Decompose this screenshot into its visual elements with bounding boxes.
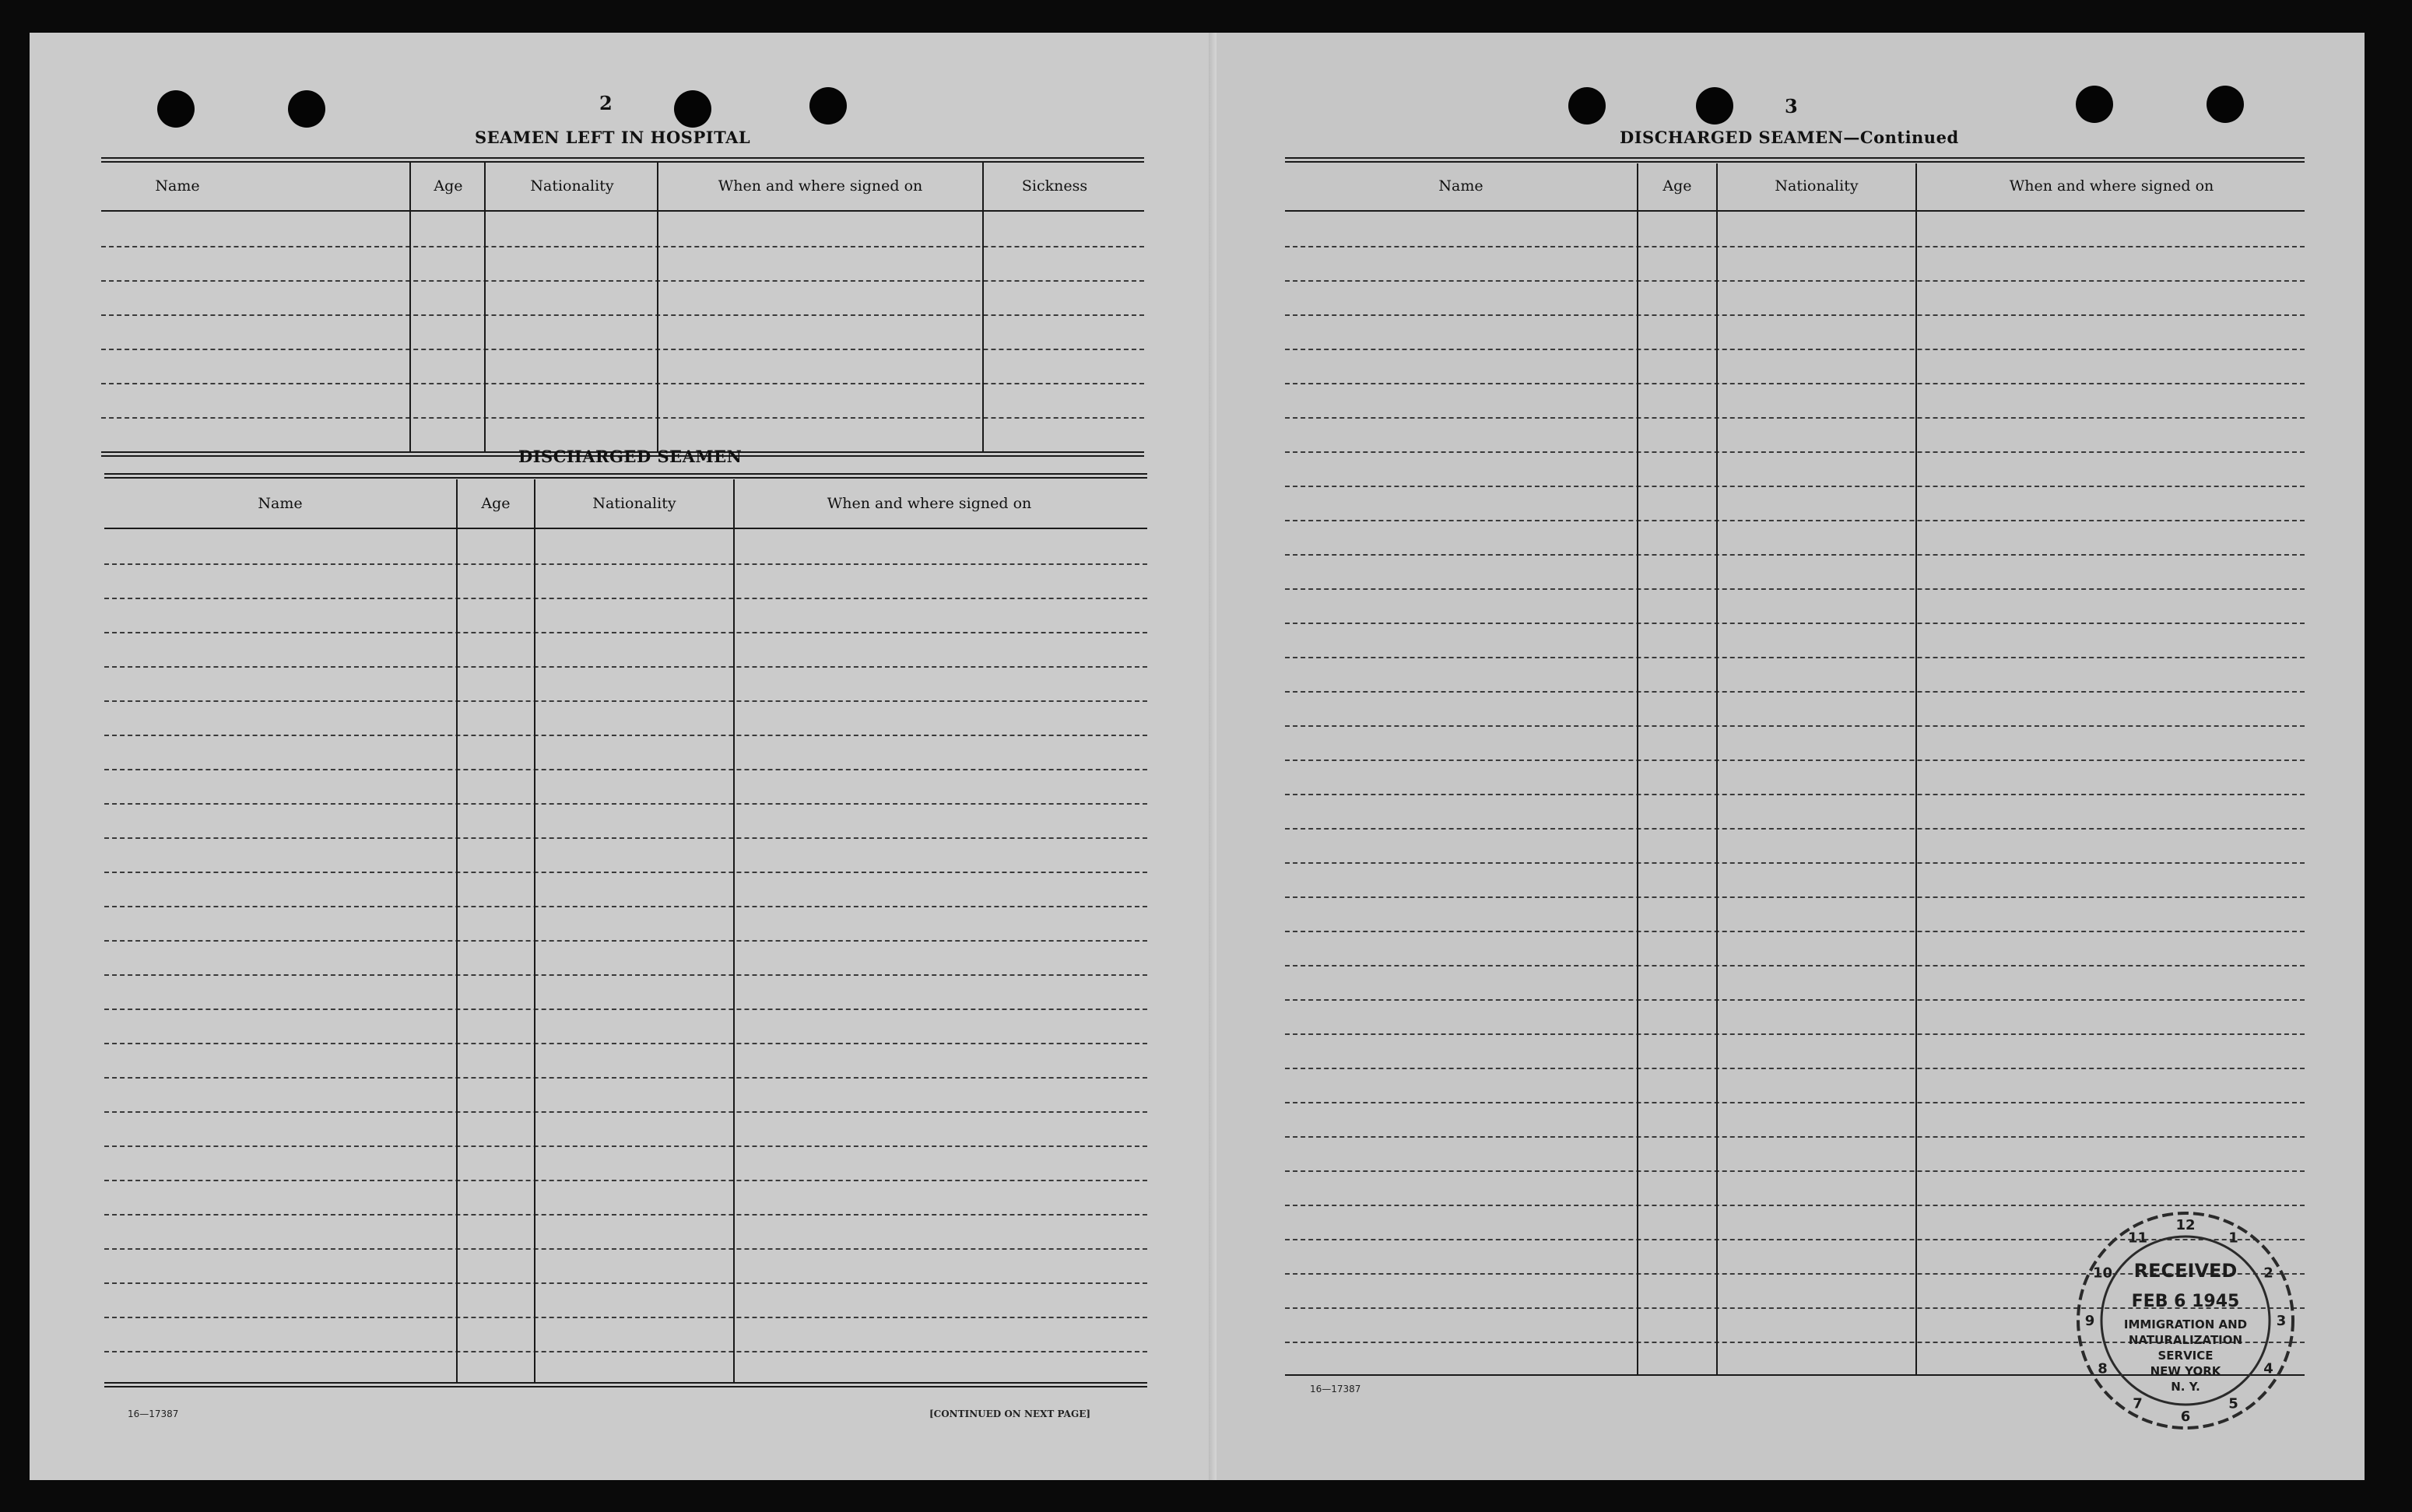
row-line [1285,828,2305,830]
row-line [104,1180,1147,1181]
row-line [104,1077,1147,1079]
row-line [104,906,1147,907]
col-header-name: Name [155,177,200,195]
row-line [1285,1102,2305,1103]
row-line [1285,280,2305,282]
stamp-ring-number: 6 [2180,1409,2191,1425]
row-line [104,1043,1147,1044]
row-line [1285,1136,2305,1138]
row-line [1285,554,2305,556]
row-line [104,666,1147,668]
header-rule [104,528,1147,529]
page-number: 3 [1785,95,1798,118]
col-header-sickness: Sickness [1021,177,1088,195]
col-header-nationality: Nationality [1775,177,1859,195]
col-divider [1716,163,1718,1374]
punch-hole [1568,87,1606,125]
col-header-age: Age [1662,177,1692,195]
row-line [1285,383,2305,384]
row-line [1285,314,2305,316]
row-line [104,1351,1147,1352]
header-rule [1285,210,2305,212]
continued-note: [CONTINUED ON NEXT PAGE] [929,1409,1091,1419]
row-line [1285,246,2305,247]
row-line [1285,1170,2305,1172]
row-line [104,1111,1147,1113]
row-line [104,872,1147,873]
punch-hole [157,90,195,128]
form-number: 16—17387 [128,1409,179,1419]
stamp-ring-number: 5 [2228,1395,2238,1412]
col-divider [409,162,411,451]
row-line [1285,1068,2305,1069]
col-divider [657,162,658,451]
col-divider [484,162,486,451]
row-line [1285,862,2305,864]
stamp-ring-number: 9 [2084,1313,2095,1329]
row-line [104,940,1147,942]
stamp-ring-number: 4 [2263,1360,2273,1377]
row-line [101,314,1144,316]
row-line [104,1214,1147,1216]
row-line [1285,896,2305,898]
row-line [1285,1033,2305,1035]
col-header-age: Age [481,495,511,512]
row-line [104,563,1147,565]
col-header-age: Age [434,177,463,195]
col-divider [534,479,535,1382]
row-line [104,769,1147,770]
col-header-nationality: Nationality [592,495,676,512]
row-line [104,803,1147,805]
left-page [30,33,1217,1480]
row-line [104,598,1147,599]
stamp-ring-number: 3 [2276,1313,2287,1329]
row-line [104,700,1147,702]
col-divider [733,479,735,1382]
stamp-ring-number: 12 [2175,1217,2196,1233]
stamp-line: SERVICE [2157,1349,2214,1363]
row-line [1285,349,2305,350]
received-stamp [2069,1204,2302,1437]
punch-hole [1696,87,1733,125]
stamp-ring-number: 8 [2098,1360,2108,1377]
col-header-nationality: Nationality [530,177,614,195]
punch-hole [674,90,711,128]
stamp-ring-number: 11 [2127,1230,2148,1247]
row-line [1285,760,2305,761]
stamp-ring-number: 7 [2133,1395,2143,1412]
punch-hole [2207,86,2244,123]
row-line [104,1282,1147,1284]
stamp-line: NEW YORK [2150,1364,2221,1378]
punch-hole [288,90,325,128]
col-divider [456,479,458,1382]
row-line [101,280,1144,282]
stamp-date: FEB 6 1945 [2131,1292,2240,1311]
row-line [104,1317,1147,1318]
col-header-name: Name [1438,177,1483,195]
continued-section-title: DISCHARGED SEAMEN—Continued [1620,128,1959,147]
hospital-section-title: SEAMEN LEFT IN HOSPITAL [475,128,751,147]
row-line [1285,931,2305,932]
row-line [1285,691,2305,693]
stamp-received-text: RECEIVED [2133,1260,2238,1282]
col-divider [982,162,984,451]
col-header-signed-on: When and where signed on [827,495,1032,512]
form-number: 16—17387 [1310,1384,1361,1394]
row-line [101,417,1144,419]
page-number: 2 [599,92,613,114]
row-line [104,735,1147,736]
row-line [1285,623,2305,624]
row-line [1285,417,2305,419]
row-line [104,632,1147,633]
col-header-name: Name [258,495,303,512]
stamp-ring-number: 2 [2263,1265,2273,1282]
table-top-rule [104,473,1147,479]
row-line [1285,725,2305,727]
row-line [101,383,1144,384]
row-line [1285,794,2305,795]
col-header-signed-on: When and where signed on [2009,177,2214,195]
row-line [1285,486,2305,487]
row-line [104,974,1147,976]
stamp-line: IMMIGRATION AND [2123,1317,2248,1331]
row-line [101,246,1144,247]
stamp-line: N. Y. [2171,1380,2200,1394]
discharged-section-title: DISCHARGED SEAMEN [518,447,743,466]
table-top-rule [1285,157,2305,163]
scanned-document [30,33,2365,1480]
punch-hole [2076,86,2113,123]
stamp-ring-number: 10 [2092,1265,2113,1282]
row-line [1285,588,2305,590]
stamp-line: NATURALIZATION [2128,1333,2243,1347]
row-line [1285,520,2305,521]
row-line [104,837,1147,839]
row-line [1285,451,2305,453]
row-line [1285,999,2305,1001]
row-line [104,1145,1147,1147]
col-divider [1637,163,1638,1374]
table-top-rule [101,157,1144,163]
punch-hole [809,87,847,125]
col-header-signed-on: When and where signed on [718,177,923,195]
row-line [1285,657,2305,658]
header-rule [101,210,1144,212]
stamp-ring-number: 1 [2228,1230,2238,1247]
table-bottom-rule [104,1382,1147,1387]
row-line [1285,965,2305,966]
col-divider [1915,163,1917,1374]
row-line [101,349,1144,350]
row-line [104,1248,1147,1250]
row-line [104,1009,1147,1010]
